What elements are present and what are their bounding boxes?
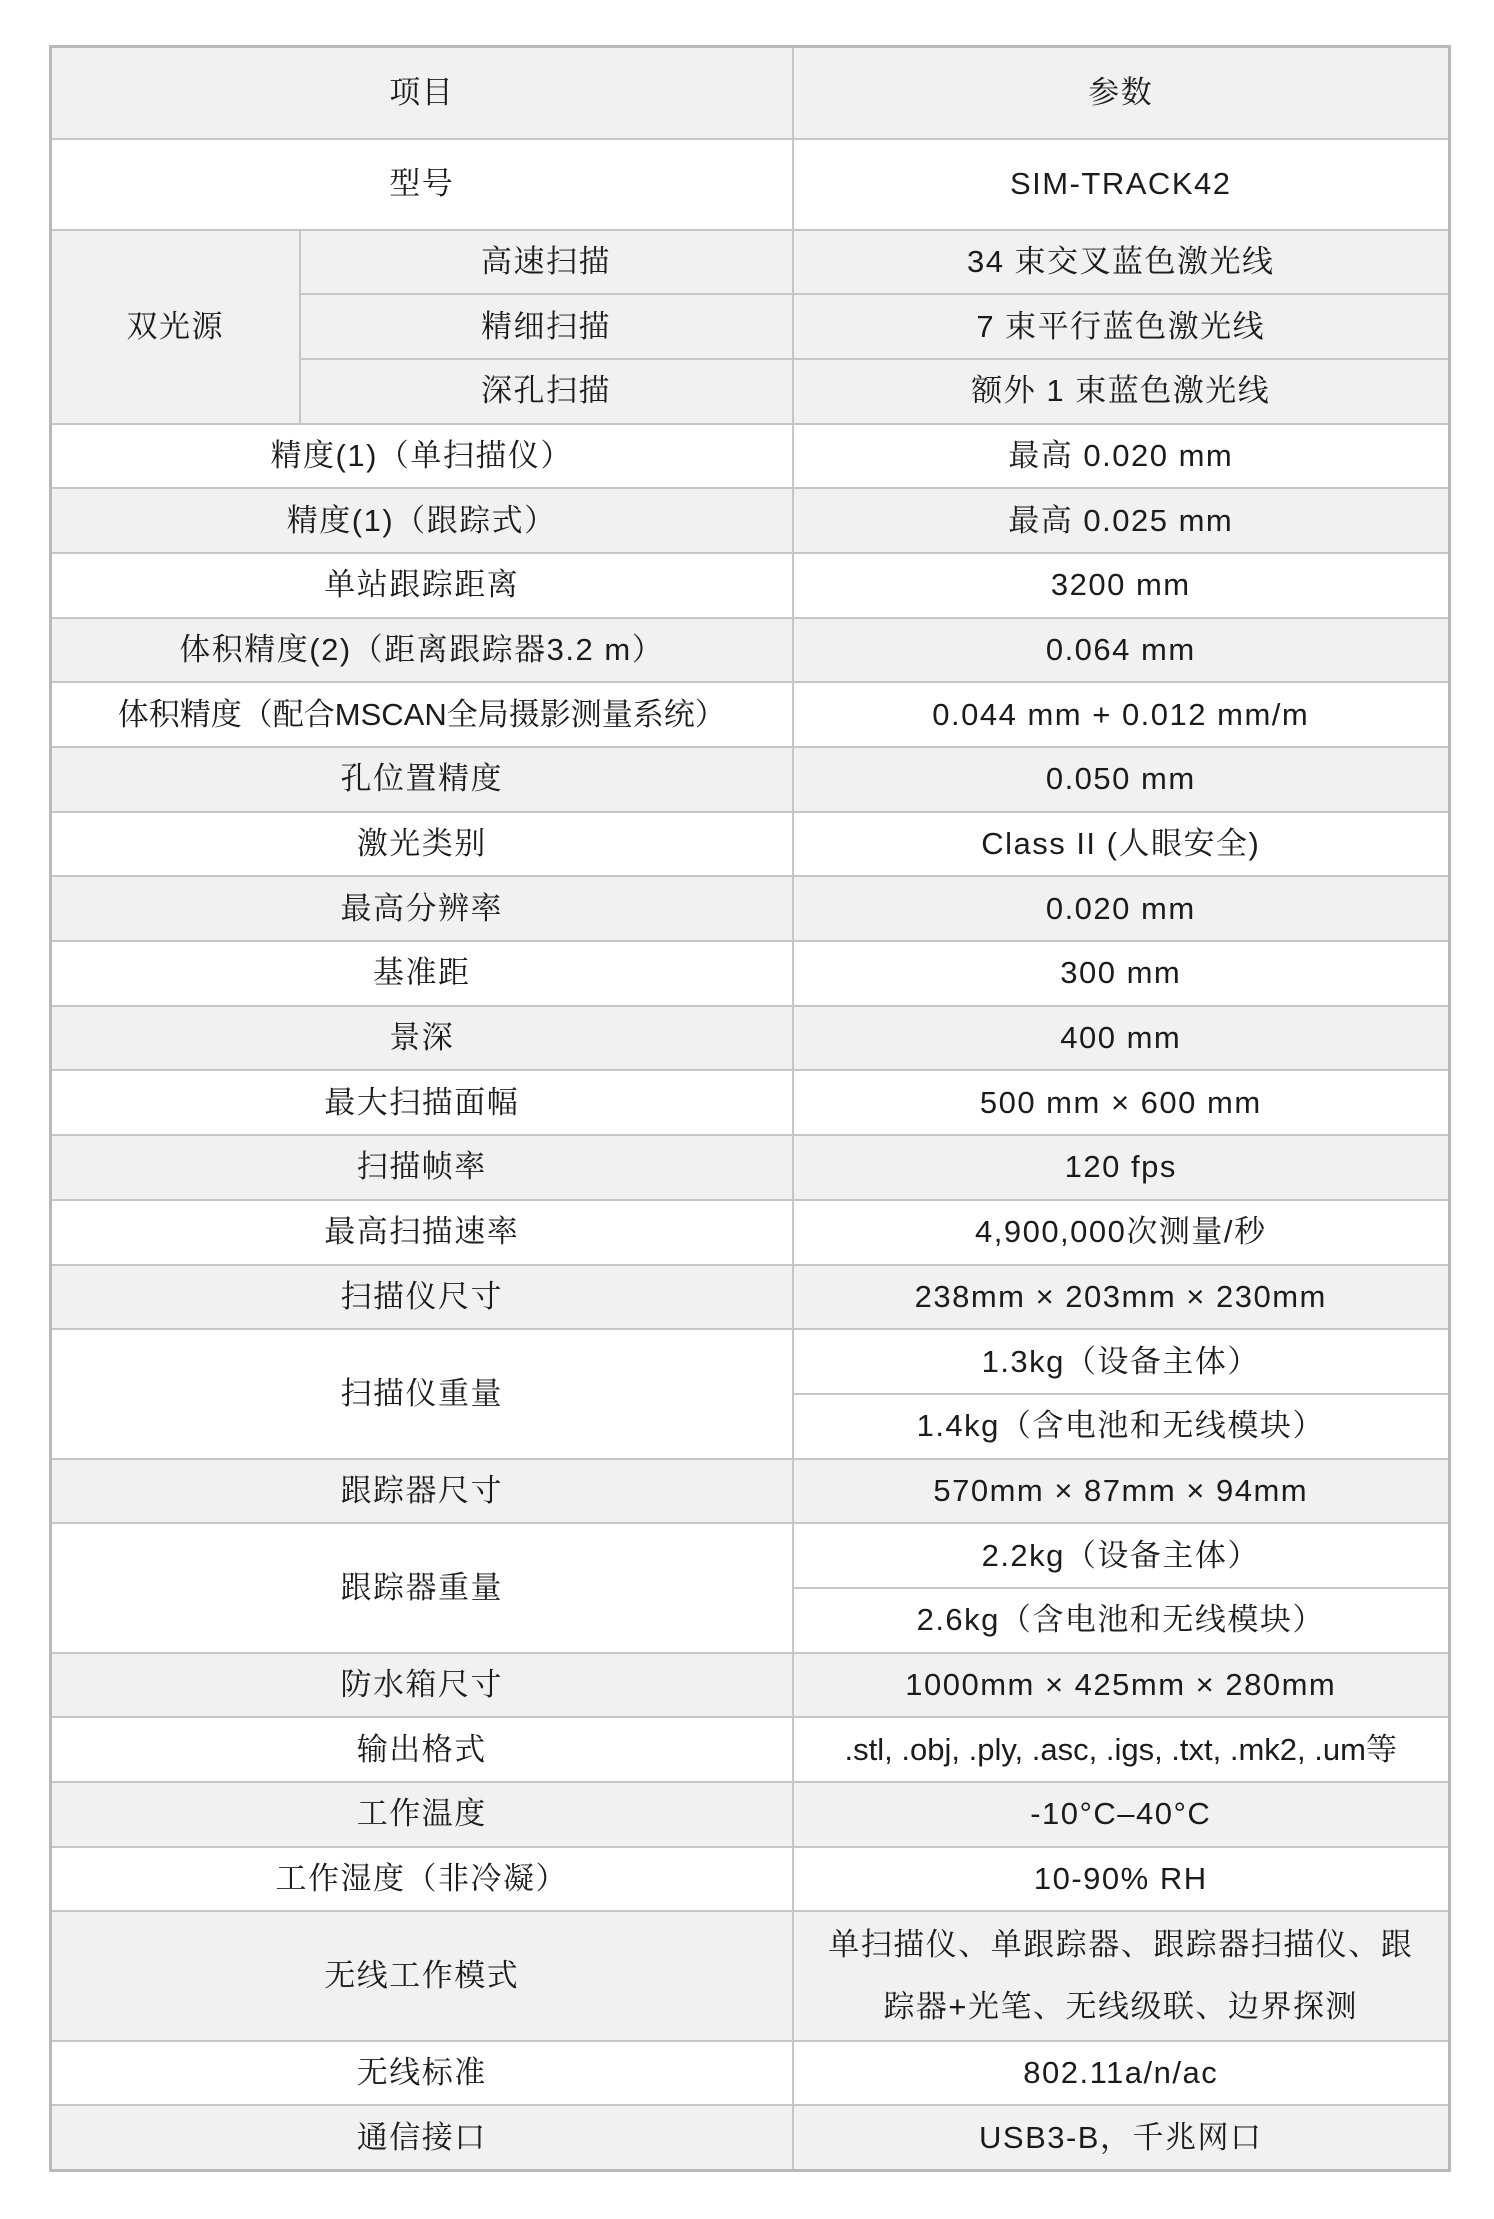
spec-label: 扫描仪重量 (51, 1329, 793, 1458)
spec-label: 体积精度（配合MSCAN全局摄影测量系统） (51, 682, 793, 747)
spec-label: 单站跟踪距离 (51, 553, 793, 618)
dual-light-mode-name: 高速扫描 (300, 230, 793, 295)
spec-value: 500 mm × 600 mm (793, 1070, 1450, 1135)
spec-value: 2.2kg（设备主体） (793, 1523, 1450, 1588)
spec-row (51, 1653, 1450, 1718)
spec-row (51, 1135, 1450, 1200)
spec-label: 扫描帧率 (51, 1135, 793, 1200)
spec-label: 无线标准 (51, 2041, 793, 2106)
spec-value: 238mm × 203mm × 230mm (793, 1265, 1450, 1330)
spec-row (51, 553, 1450, 618)
model-row (51, 139, 1450, 230)
spec-row (51, 1847, 1450, 1912)
spec-label: 最高扫描速率 (51, 1200, 793, 1265)
spec-value: -10°C–40°C (793, 1782, 1450, 1847)
spec-row (51, 1782, 1450, 1847)
spec-value: 2.6kg（含电池和无线模块） (793, 1588, 1450, 1653)
spec-row (51, 1070, 1450, 1135)
spec-row (51, 941, 1450, 1006)
spec-row (51, 1200, 1450, 1265)
spec-value: 10-90% RH (793, 1847, 1450, 1912)
spec-value: 0.050 mm (793, 747, 1450, 812)
dual-light-mode-value: 额外 1 束蓝色激光线 (793, 359, 1450, 424)
spec-row (51, 1523, 1450, 1588)
spec-value: 最高 0.025 mm (793, 488, 1450, 553)
spec-row (51, 1717, 1450, 1782)
spec-row (51, 1459, 1450, 1524)
spec-value: 300 mm (793, 941, 1450, 1006)
dual-light-mode-name: 精细扫描 (300, 294, 793, 359)
dual-light-label: 双光源 (51, 230, 300, 424)
spec-row (51, 2041, 1450, 2106)
spec-row (51, 1006, 1450, 1071)
spec-label: 跟踪器尺寸 (51, 1459, 793, 1524)
spec-label: 跟踪器重量 (51, 1523, 793, 1652)
spec-value: 0.020 mm (793, 876, 1450, 941)
spec-row (51, 747, 1450, 812)
header-item: 项目 (51, 47, 793, 139)
spec-row (51, 1329, 1450, 1394)
spec-row (51, 682, 1450, 747)
spec-label: 激光类别 (51, 812, 793, 877)
spec-value: 0.044 mm + 0.012 mm/m (793, 682, 1450, 747)
spec-row (51, 618, 1450, 683)
spec-label: 防水箱尺寸 (51, 1653, 793, 1718)
spec-value: USB3-B，千兆网口 (793, 2105, 1450, 2170)
spec-label: 工作温度 (51, 1782, 793, 1847)
spec-value: 570mm × 87mm × 94mm (793, 1459, 1450, 1524)
spec-row (51, 1911, 1450, 2040)
header-param: 参数 (793, 47, 1450, 139)
spec-value: Class II (人眼安全) (793, 812, 1450, 877)
spec-value: 最高 0.020 mm (793, 424, 1450, 489)
spec-label: 通信接口 (51, 2105, 793, 2170)
spec-label: 输出格式 (51, 1717, 793, 1782)
spec-table (49, 45, 1451, 2172)
spec-value: 400 mm (793, 1006, 1450, 1071)
spec-value: 单扫描仪、单跟踪器、跟踪器扫描仪、跟踪器+光笔、无线级联、边界探测 (793, 1911, 1450, 2040)
dual-light-mode-value: 7 束平行蓝色激光线 (793, 294, 1450, 359)
spec-row (51, 876, 1450, 941)
spec-row (51, 2105, 1450, 2170)
spec-label: 景深 (51, 1006, 793, 1071)
header-row (51, 47, 1450, 139)
spec-label: 无线工作模式 (51, 1911, 793, 2040)
spec-row (51, 812, 1450, 877)
spec-value: 120 fps (793, 1135, 1450, 1200)
model-label: 型号 (51, 139, 793, 230)
spec-label: 精度(1)（跟踪式） (51, 488, 793, 553)
spec-label: 工作湿度（非冷凝） (51, 1847, 793, 1912)
spec-value: 1.4kg（含电池和无线模块） (793, 1394, 1450, 1459)
spec-label: 基准距 (51, 941, 793, 1006)
dual-light-row (51, 230, 1450, 295)
spec-label: 扫描仪尺寸 (51, 1265, 793, 1330)
spec-label: 最大扫描面幅 (51, 1070, 793, 1135)
spec-value: 0.064 mm (793, 618, 1450, 683)
dual-light-mode-value: 34 束交叉蓝色激光线 (793, 230, 1450, 295)
spec-row (51, 488, 1450, 553)
spec-value: 4,900,000次测量/秒 (793, 1200, 1450, 1265)
spec-value: 3200 mm (793, 553, 1450, 618)
spec-label: 精度(1)（单扫描仪） (51, 424, 793, 489)
spec-value: .stl, .obj, .ply, .asc, .igs, .txt, .mk2, .um等 (793, 1717, 1450, 1782)
spec-value: 802.11a/n/ac (793, 2041, 1450, 2106)
spec-row (51, 424, 1450, 489)
spec-label: 最高分辨率 (51, 876, 793, 941)
spec-label: 孔位置精度 (51, 747, 793, 812)
spec-value: 1000mm × 425mm × 280mm (793, 1653, 1450, 1718)
spec-value: 1.3kg（设备主体） (793, 1329, 1450, 1394)
model-value: SIM-TRACK42 (793, 139, 1450, 230)
dual-light-mode-name: 深孔扫描 (300, 359, 793, 424)
spec-row (51, 1265, 1450, 1330)
spec-label: 体积精度(2)（距离跟踪器3.2 m） (51, 618, 793, 683)
